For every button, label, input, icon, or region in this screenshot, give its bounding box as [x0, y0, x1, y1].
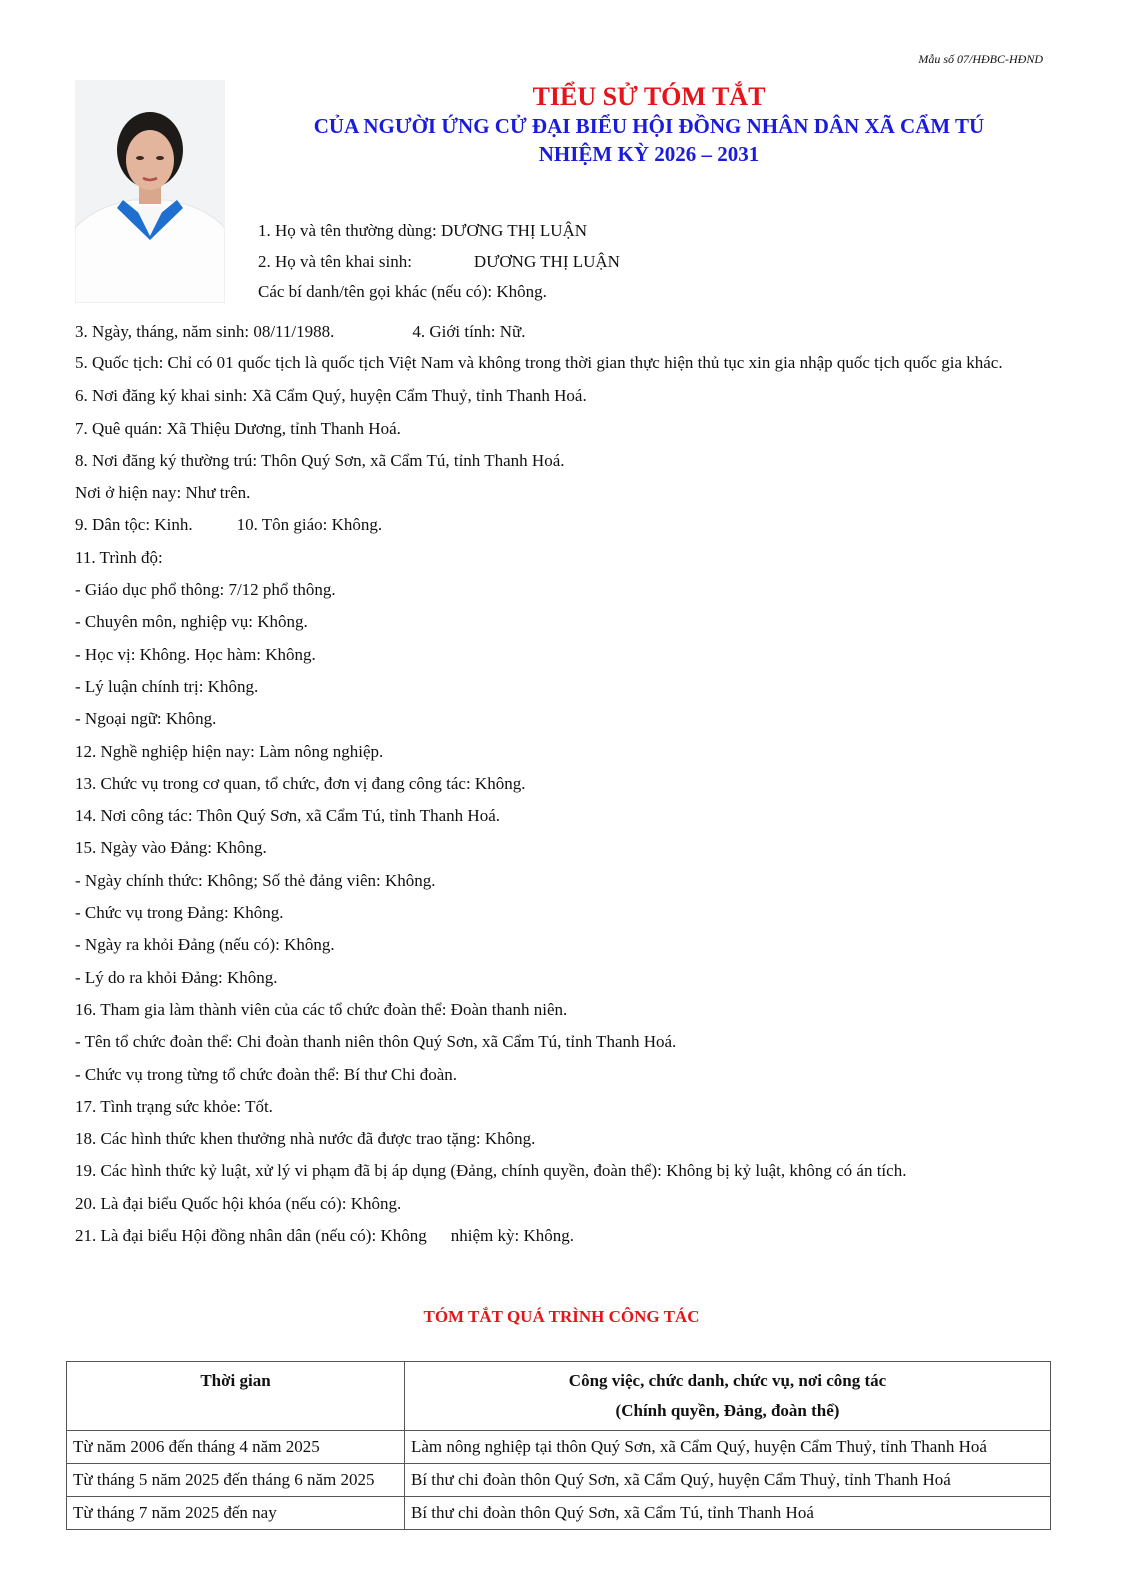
- current-residence-text: Nơi ở hiện nay: Như trên.: [75, 483, 251, 503]
- header-job-line2: (Chính quyền, Đảng, đoàn thể): [615, 1401, 840, 1420]
- row-time: Từ tháng 5 năm 2025 đến tháng 6 năm 2025: [67, 1464, 405, 1497]
- education-heading: 11. Trình độ:: [75, 547, 163, 567]
- dob-gender-row: [75, 316, 1042, 348]
- people-council-term-text: nhiệm kỳ: Không.: [450, 1226, 574, 1246]
- row-job: Bí thư chi đoàn thôn Quý Sơn, xã Cẩm Quý, huyện Cẩm Thuỷ, tỉnh Thanh Hoá: [405, 1464, 1051, 1497]
- workplace-text: 14. Nơi công tác: Thôn Quý Sơn, xã Cẩm Tú, tỉnh Thanh Hoá.: [75, 806, 500, 826]
- birth-name-row: [258, 247, 620, 278]
- alias-row: Các bí danh/tên gọi khác (nếu có): Không.: [258, 282, 547, 302]
- ethnicity-religion-row: [75, 509, 1042, 541]
- party-leave-date-text: - Ngày ra khỏi Đảng (nếu có): Không.: [75, 935, 335, 955]
- common-name-row: [258, 216, 620, 247]
- row-time: Từ tháng 7 năm 2025 đến nay: [67, 1497, 405, 1530]
- birth-name-value: DƯƠNG THỊ LUẬN: [473, 251, 620, 271]
- name-section: [258, 216, 620, 308]
- religion-text: 10. Tôn giáo: Không.: [236, 515, 383, 535]
- occupation-text: 12. Nghề nghiệp hiện nay: Làm nông nghiệp.: [75, 741, 384, 761]
- organizations-text: 16. Tham gia làm thành viên của các tổ chức đoàn thể: Đoàn thanh niên.: [75, 999, 568, 1019]
- hometown-text: 7. Quê quán: Xã Thiệu Dương, tỉnh Thanh Hoá.: [75, 418, 401, 438]
- biography-items: [75, 316, 1042, 1252]
- document-term: NHIỆM KỲ 2026 – 2031: [538, 142, 760, 166]
- portrait-photo: [75, 80, 225, 303]
- foreign-language-text: - Ngoại ngữ: Không.: [75, 709, 217, 729]
- dob-text: 3. Ngày, tháng, năm sinh: 08/11/1988.: [75, 322, 335, 341]
- party-official-text: - Ngày chính thức: Không; Số thẻ đảng viên: Không.: [75, 870, 436, 890]
- ethnicity-text: 9. Dân tộc: Kinh.: [75, 515, 193, 535]
- org-position-text: - Chức vụ trong từng tổ chức đoàn thể: Bí thư Chi đoàn.: [75, 1064, 458, 1084]
- table-row: [67, 1464, 1051, 1497]
- org-name-text: - Tên tổ chức đoàn thể: Chi đoàn thanh niên thôn Quý Sơn, xã Cẩm Tú, tỉnh Thanh Hoá.: [75, 1032, 677, 1052]
- party-join-text: 15. Ngày vào Đảng: Không.: [75, 838, 267, 858]
- national-assembly-text: 20. Là đại biểu Quốc hội khóa (nếu có): Không.: [75, 1193, 402, 1213]
- document-title: TIỂU SỬ TÓM TẮT: [532, 82, 766, 111]
- header-job: [405, 1362, 1051, 1431]
- awards-text: 18. Các hình thức khen thưởng nhà nước đã được trao tặng: Không.: [75, 1129, 536, 1149]
- header-time: Thời gian: [67, 1362, 405, 1431]
- party-leave-reason-text: - Lý do ra khỏi Đảng: Không.: [75, 967, 278, 987]
- residence-text: 8. Nơi đăng ký thường trú: Thôn Quý Sơn, xã Cẩm Tú, tỉnh Thanh Hoá.: [75, 450, 565, 470]
- discipline-text: 19. Các hình thức kỷ luật, xử lý vi phạm đã bị áp dụng (Đảng, chính quyền, đoàn thể): Không bị kỷ luật, không có án tích.: [75, 1161, 907, 1181]
- document-subtitle: CỦA NGƯỜI ỨNG CỬ ĐẠI BIỂU HỘI ĐỒNG NHÂN DÂN XÃ CẨM TÚ: [313, 114, 985, 138]
- row-time: Từ năm 2006 đến tháng 4 năm 2025: [67, 1431, 405, 1464]
- table-row: [67, 1431, 1051, 1464]
- nationality-text: 5. Quốc tịch: Chỉ có 01 quốc tịch là quốc tịch Việt Nam và không trong thời gian thực hiện thủ tục xin gia nhập quốc tịch quốc gia khác.: [75, 353, 1003, 373]
- form-number: Mẫu số 07/HĐBC-HĐND: [918, 52, 1043, 66]
- work-history-title: TÓM TẮT QUÁ TRÌNH CÔNG TÁC: [423, 1307, 700, 1326]
- common-name-value: DƯƠNG THỊ LUẬN: [441, 221, 588, 240]
- work-history-table: [66, 1361, 1051, 1530]
- table-header-row: [67, 1362, 1051, 1431]
- header-job-line1: Công việc, chức danh, chức vụ, nơi công tác: [568, 1371, 887, 1390]
- general-education-text: - Giáo dục phổ thông: 7/12 phổ thông.: [75, 580, 336, 600]
- party-position-text: - Chức vụ trong Đảng: Không.: [75, 903, 284, 923]
- health-text: 17. Tình trạng sức khỏe: Tốt.: [75, 1096, 273, 1116]
- row-job: Bí thư chi đoàn thôn Quý Sơn, xã Cẩm Tú, tỉnh Thanh Hoá: [405, 1497, 1051, 1530]
- row-job: Làm nông nghiệp tại thôn Quý Sơn, xã Cẩm Quý, huyện Cẩm Thuỷ, tỉnh Thanh Hoá: [405, 1431, 1051, 1464]
- specialty-text: - Chuyên môn, nghiệp vụ: Không.: [75, 612, 308, 632]
- table-row: [67, 1497, 1051, 1530]
- common-name-label: 1. Họ và tên thường dùng:: [258, 221, 437, 240]
- gender-text: 4. Giới tính: Nữ.: [412, 322, 526, 341]
- people-council-text: 21. Là đại biểu Hội đồng nhân dân (nếu có): Không: [75, 1226, 427, 1246]
- title-block: [255, 80, 1043, 168]
- degree-text: - Học vị: Không. Học hàm: Không.: [75, 644, 316, 664]
- political-theory-text: - Lý luận chính trị: Không.: [75, 676, 259, 696]
- people-council-row: [75, 1220, 1042, 1252]
- birth-registration-text: 6. Nơi đăng ký khai sinh: Xã Cẩm Quý, huyện Cẩm Thuỷ, tỉnh Thanh Hoá.: [75, 386, 587, 406]
- position-text: 13. Chức vụ trong cơ quan, tổ chức, đơn vị đang công tác: Không.: [75, 773, 526, 793]
- birth-name-label: 2. Họ và tên khai sinh:: [258, 251, 412, 271]
